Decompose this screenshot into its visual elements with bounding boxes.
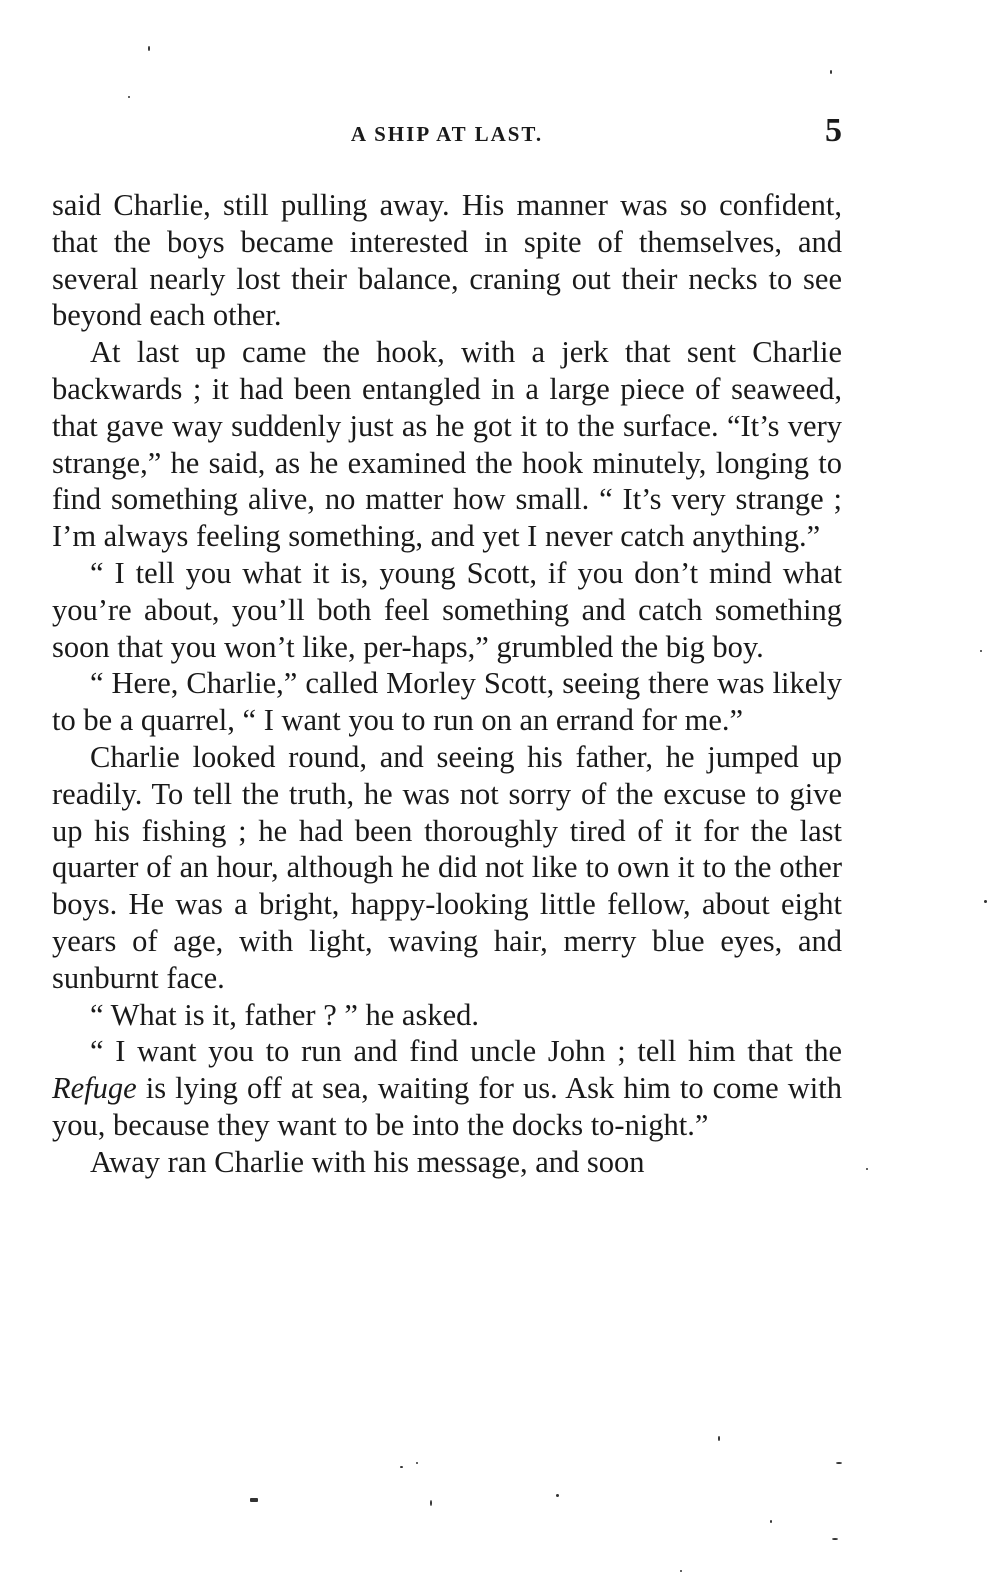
paragraph [52,997,842,1034]
running-head [52,112,842,160]
print-speck [400,1466,403,1468]
text-run: said Charlie, still pulling away. His manner was so confident, that the boys became interested in spite of themselves, and several nearly lost their balance, craning out their necks to see beyond each other. [52,188,842,333]
print-speck [416,1462,418,1464]
print-speck [770,1520,772,1523]
print-speck [680,1570,682,1572]
running-title: A SHIP AT LAST. [350,122,544,146]
print-speck [980,650,982,652]
print-speck [430,1500,432,1506]
text-run: Charlie looked round, and seeing his father, he jumped up readily. To tell the truth, he was not sorry of the excuse to give up his fishing ; he had been thoroughly tired of it for the last quarter of an hour, although he did not like to own it to the other boys. He was a bright, happy-looking little fellow, about eight years of age, with light, waving hair, merry blue eyes, and sunburnt face. [52,739,842,995]
text-run: “ I tell you what it is, young Scott, if you don’t mind what you’re about, you’ll both feel something and catch something soon that you won’t like, per-haps,” grumbled the big boy. [52,555,842,664]
text-run: Away ran Charlie with his message, and soon [90,1144,645,1179]
print-speck [128,96,130,98]
paragraph [52,739,842,997]
paragraph [52,334,842,555]
print-speck [866,1168,868,1170]
print-speck [250,1498,258,1502]
paragraph [52,187,842,334]
italic-text: Refuge [52,1071,137,1106]
print-speck [832,1538,838,1540]
text-run: “ Here, Charlie,” called Morley Scott, seeing there was likely to be a quarrel, “ I want you to run on an errand for me.” [52,666,842,738]
paragraph [52,1033,842,1143]
print-speck [984,900,987,903]
print-speck [836,1462,842,1464]
text-run: At last up came the hook, with a jerk that sent Charlie backwards ; it had been entangled in a large piece of seaweed, that gave way suddenly just as he got it to the surface. “It’s very strange,” he said, as he examined the hook minutely, longing to find something alive, no matter how small. “ It’s very strange ; I’m always feeling something, and yet I never catch anything.” [52,335,842,554]
paragraph [52,1144,842,1181]
print-speck [148,46,150,51]
print-speck [830,70,832,74]
body-text [52,187,842,1181]
print-speck [718,1436,720,1441]
paragraph [52,665,842,739]
text-run: is lying off at sea, waiting for us. Ask him to come with you, because they want to be into the docks to-night.” [52,1071,842,1142]
print-speck [556,1494,559,1497]
page-number: 5 [825,112,842,149]
paragraph [52,555,842,665]
text-run: “ I want you to run and find uncle John ; tell him that the [90,1034,842,1069]
text-run: “ What is it, father ? ” he asked. [90,997,479,1032]
